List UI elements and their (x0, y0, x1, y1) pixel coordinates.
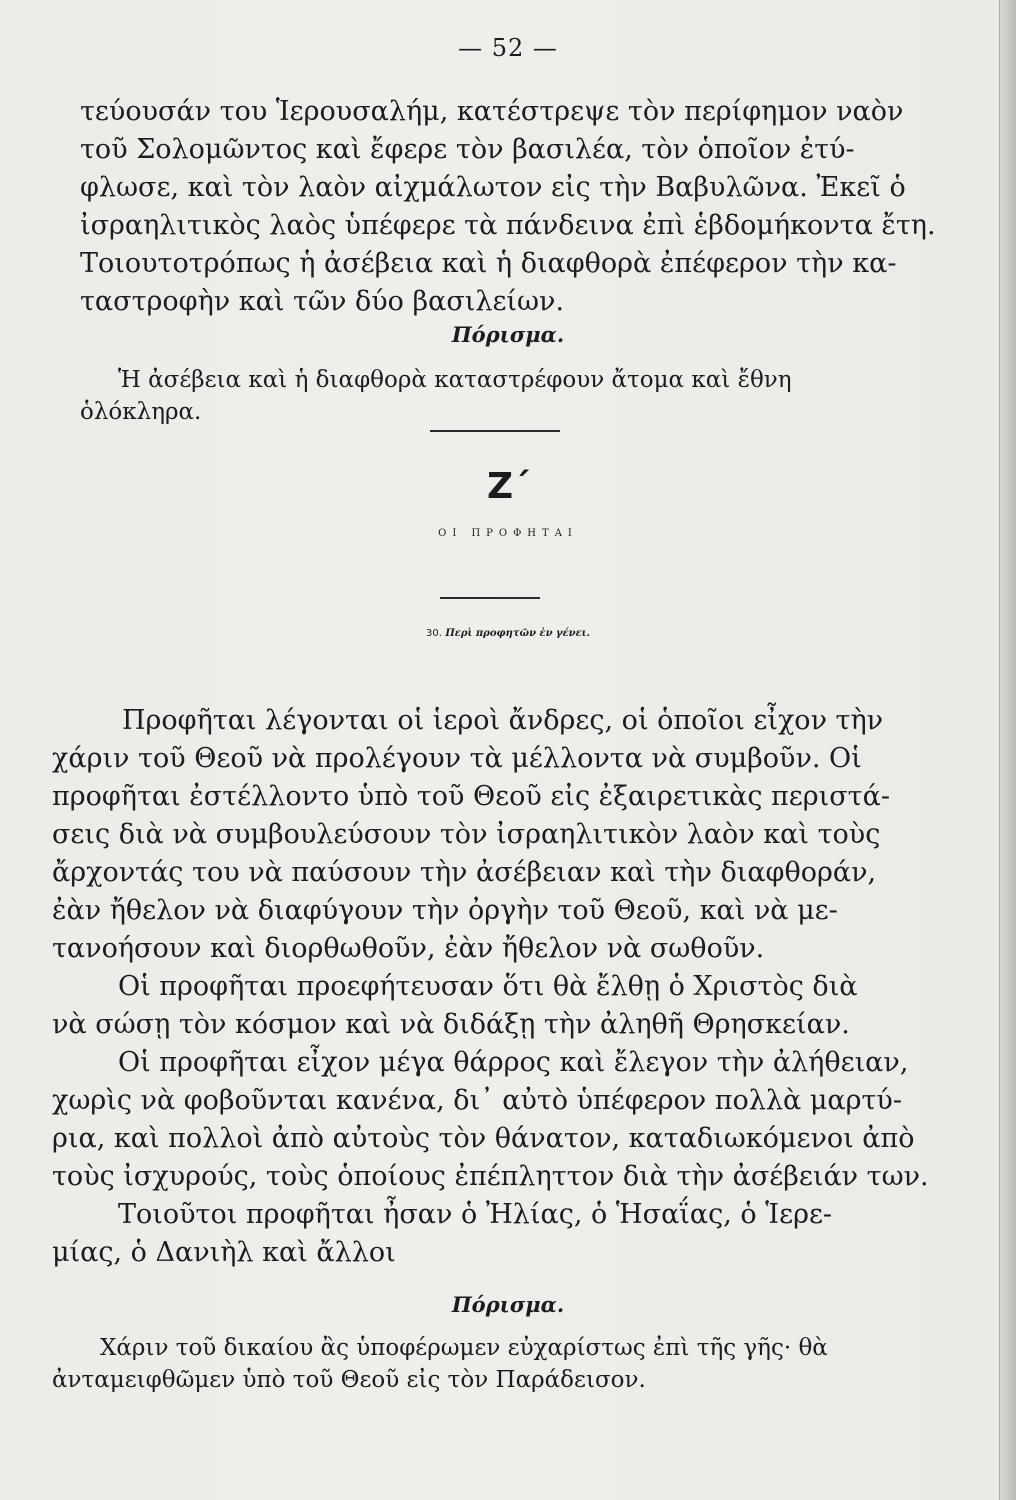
chapter-number: 30. (425, 628, 442, 639)
porisma-heading: Πόρισμα. (451, 1292, 565, 1317)
body-line: Τοιοῦτοι προφῆται ἦσαν ὁ Ἠλίας, ὁ Ἡσαΐας, ὁ Ἱερε- (118, 1199, 833, 1230)
body-line: Προφῆται λέγονται οἱ ἱεροὶ ἄνδρες, οἱ ὁποῖοι εἶχον τὴν (122, 705, 884, 736)
porisma-heading: Πόρισμα. (451, 322, 565, 347)
page-number: — 52 — (458, 34, 558, 62)
section-title: ΟΙ ΠΡΟΦΗΤΑΙ (438, 528, 578, 539)
intro-line: ταστροφὴν καὶ τῶν δύο βασιλείων. (80, 286, 565, 317)
porisma-line: Χάριν τοῦ δικαίου ἂς ὑποφέρωμεν εὐχαρίστως ἐπὶ τῆς γῆς· θὰ (100, 1335, 828, 1361)
divider-rule (440, 597, 540, 599)
intro-line: Τοιουτοτρόπως ἡ ἀσέβεια καὶ ἡ διαφθορὰ ἐπέφερον τὴν κα- (80, 248, 897, 279)
porisma-line: ὁλόκληρα. (80, 399, 202, 425)
body-line: ρια, καὶ πολλοὶ ἀπὸ αὐτοὺς τὸν θάνατον, καταδιωκόμενοι ἀπὸ (52, 1123, 915, 1154)
chapter-title: Περὶ προφητῶν ἐν γένει. (445, 628, 591, 639)
body-line: ἄρχοντάς του νὰ παύσουν τὴν ἀσέβειαν καὶ τὴν διαφθοράν, (52, 857, 877, 888)
section-letter: Ζ΄ (487, 466, 529, 507)
porisma-line: Ἡ ἀσέβεια καὶ ἡ διαφθορὰ καταστρέφουν ἄτομα καὶ ἔθνη (118, 367, 792, 393)
intro-line: φλωσε, καὶ τὸν λαὸν αἰχμάλωτον εἰς τὴν Βαβυλῶνα. Ἐκεῖ ὁ (80, 172, 906, 203)
intro-line: τοῦ Σολομῶντος καὶ ἔφερε τὸν βασιλέα, τὸν ὁποῖον ἐτύ- (80, 134, 855, 165)
body-line: Οἱ προφῆται εἶχον μέγα θάρρος καὶ ἔλεγον τὴν ἀλήθειαν, (118, 1047, 909, 1078)
porisma-line: ἀνταμειφθῶμεν ὑπὸ τοῦ Θεοῦ εἰς τὸν Παράδεισον. (52, 1367, 646, 1393)
body-line: νὰ σώσῃ τὸν κόσμον καὶ νὰ διδάξῃ τὴν ἀληθῆ Θρησκείαν. (52, 1009, 850, 1040)
body-line: χάριν τοῦ Θεοῦ νὰ προλέγουν τὰ μέλλοντα νὰ συμβοῦν. Οἱ (52, 743, 862, 774)
chapter-heading (0, 628, 1016, 639)
body-line: σεις διὰ νὰ συμβουλεύσουν τὸν ἰσραηλιτικὸν λαὸν καὶ τοὺς (52, 819, 881, 850)
body-line: τανοήσουν καὶ διορθωθοῦν, ἐὰν ἤθελον νὰ σωθοῦν. (52, 933, 765, 964)
body-line: ἐὰν ἤθελον νὰ διαφύγουν τὴν ὀργὴν τοῦ Θεοῦ, καὶ νὰ με- (52, 895, 838, 926)
body-line: προφῆται ἐστέλλοντο ὑπὸ τοῦ Θεοῦ εἰς ἐξαιρετικὰς περιστά- (52, 781, 890, 812)
intro-line: τεύουσάν του Ἱερουσαλήμ, κατέστρεψε τὸν περίφημον ναὸν (80, 96, 904, 127)
body-line: τοὺς ἰσχυρούς, τοὺς ὁποίους ἐπέπληττον διὰ τὴν ἀσέβειάν των. (52, 1161, 929, 1192)
body-line: μίας, ὁ Δανιὴλ καὶ ἄλλοι (52, 1237, 396, 1268)
body-line: χωρὶς νὰ φοβοῦνται κανένα, δι᾿ αὐτὸ ὑπέφερον πολλὰ μαρτύ- (52, 1085, 902, 1116)
page-edge (999, 0, 1016, 1500)
body-line: Οἱ προφῆται προεφήτευσαν ὅτι θὰ ἔλθῃ ὁ Χριστὸς διὰ (118, 971, 858, 1002)
intro-line: ἰσραηλιτικὸς λαὸς ὑπέφερε τὰ πάνδεινα ἐπὶ ἑβδομήκοντα ἔτη. (80, 210, 936, 241)
divider-rule (430, 430, 560, 432)
